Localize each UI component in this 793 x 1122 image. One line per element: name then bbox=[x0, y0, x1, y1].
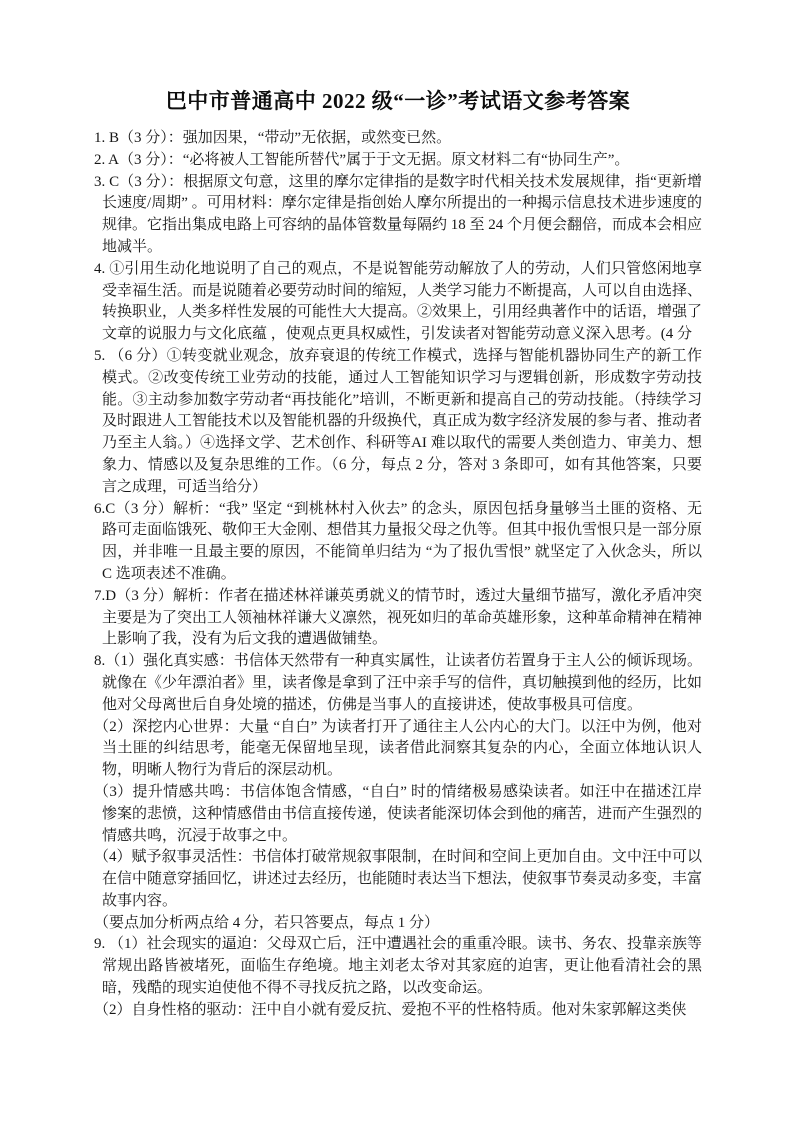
answer-8-point-3: （3）提升情感共鸣：书信体饱含情感，“自白” 时的情绪极易感染读者。如汪中在描述江岸惨案的悲愤，这种情感借由书信直接传递，使读者能深切体会到他的痛苦，进而产生强烈的情感共鸣，沉浸于故事之中。 bbox=[94, 783, 703, 844]
answer-4: 4. ①引用生动化地说明了自己的观点，不是说智能劳动解放了人的劳动，人们只管悠闲地享受幸福生活。而是说随着必要劳动时间的缩短，人类学习能力不断提高，人可以自由选择、转换职业，人类多样性发展的可能性大大提高。②效果上，引用经典著作中的话语，增强了文章的说服力与文化底蕴 ，使观点更具权威性，引发读者对智能劳动意义深入思考。(4 分 bbox=[94, 260, 703, 343]
answer-1: 1. B（3 分）：强加因果，“带动”无依据，或然变已然。 bbox=[94, 130, 452, 146]
answer-6: 6.C（3 分）解析：“我” 坚定 “到桃林村入伙去” 的念头，原因包括身量够当土匪的资格、无路可走面临饿死、敬仰王大金刚、想借其力量报父母之仇等。但其中报仇雪恨只是一部分原因，并非唯一且最主要的原因，不能简单归结为 “为了报仇雪恨” 就坚定了入伙念头，所以 C 选项表述不准确。 bbox=[94, 500, 703, 582]
answer-9-point-2: （2）自身性格的驱动：汪中自小就有爱反抗、爱抱不平的性格特质。他对朱家郭解这类侠 bbox=[94, 1001, 687, 1018]
answer-8-scoring-note: （要点加分析两点给 4 分，若只答要点，每点 1 分） bbox=[94, 914, 440, 931]
document-content bbox=[94, 86, 702, 1022]
answer-8-point-2: （2）深挖内心世界：大量 “自白” 为读者打开了通往主人公内心的大门。以汪中为例，他对当土匪的纠结思考，能毫无保留地呈现，读者借此洞察其复杂的内心，全面立体地认识人物，明晰人物行为背后的深层动机。 bbox=[94, 718, 702, 779]
document-title: 巴中市普通高中 2022 级“一诊”考试语文参考答案 bbox=[165, 89, 631, 113]
answer-8-point-1: 8.（1）强化真实感：书信体天然带有一种真实属性，让读者仿若置身于主人公的倾诉现场。就像在《少年漂泊者》里，读者像是拿到了汪中亲手写的信件，真切触摸到他的经历，比如他对父母离世后自身处境的描述，仿佛是当事人的直接讲述，使故事极具可信度。 bbox=[94, 653, 703, 713]
answer-9-point-1: 9. （1）社会现实的逼迫：父母双亡后，汪中遭遇社会的重重冷眼。读书、务农、投靠亲族等常规出路皆被堵死，面临生存绝境。地主刘老太爷对其家庭的迫害，更让他看清社会的黑暗，残酷的现实迫使他不得不寻找反抗之路，以改变命运。 bbox=[94, 936, 702, 997]
answer-7: 7.D（3 分）解析：作者在描述林祥谦英勇就义的情节时，透过大量细节描写，激化矛盾冲突主要是为了突出工人领袖林祥谦大义凛然，视死如归的革命英雄形象，这种革命精神在精神上影响了我，没有为后文我的遭遇做铺垫。 bbox=[94, 587, 703, 648]
answer-8-point-4: （4）赋予叙事灵活性：书信体打破常规叙事限制，在时间和空间上更加自由。文中汪中可以在信中随意穿插回忆，讲述过去经历，也能随时表达当下想法，使叙事节奏灵动多变，丰富故事内容。 bbox=[94, 849, 703, 909]
answer-2: 2. A（3 分）：“必将被人工智能所替代”属于于文无据。原文材料二有“协同生产”。 bbox=[94, 151, 630, 168]
answer-5: 5. （6 分）①转变就业观念，放弃衰退的传统工作模式，选择与智能机器协同生产的新工作模式。②改变传统工业劳动的技能，通过人工智能知识学习与逻辑创新，形成数字劳动技能。③主动参加数字劳动者“再技能化”培训，不断更新和提高自己的劳动技能。（持续学习及时跟进人工智能技术以及智能机器的升级换代，真正成为数字经济发展的参与者、推动者乃至主人翁。）④选择文学、艺术创作、科研等AI 难以取代的需要人类创造力、审美力、想象力、情感以及复杂思维的工作。（6 分，每点 2 分，答对 3 条即可，如有其他答案，只要言之成理，可适当给分） bbox=[94, 347, 703, 495]
answer-3: 3. C（3 分）：根据原文句意，这里的摩尔定律指的是数字时代相关技术发展规律，指“更新增长速度/周期” 。可用材料：摩尔定律是指创始人摩尔所提出的一种揭示信息技术进步速度的规律。它指出集成电路上可容纳的晶体管数量每隔约 18 至 24 个月便会翻倍，而成本会相应地减半。 bbox=[94, 173, 703, 255]
